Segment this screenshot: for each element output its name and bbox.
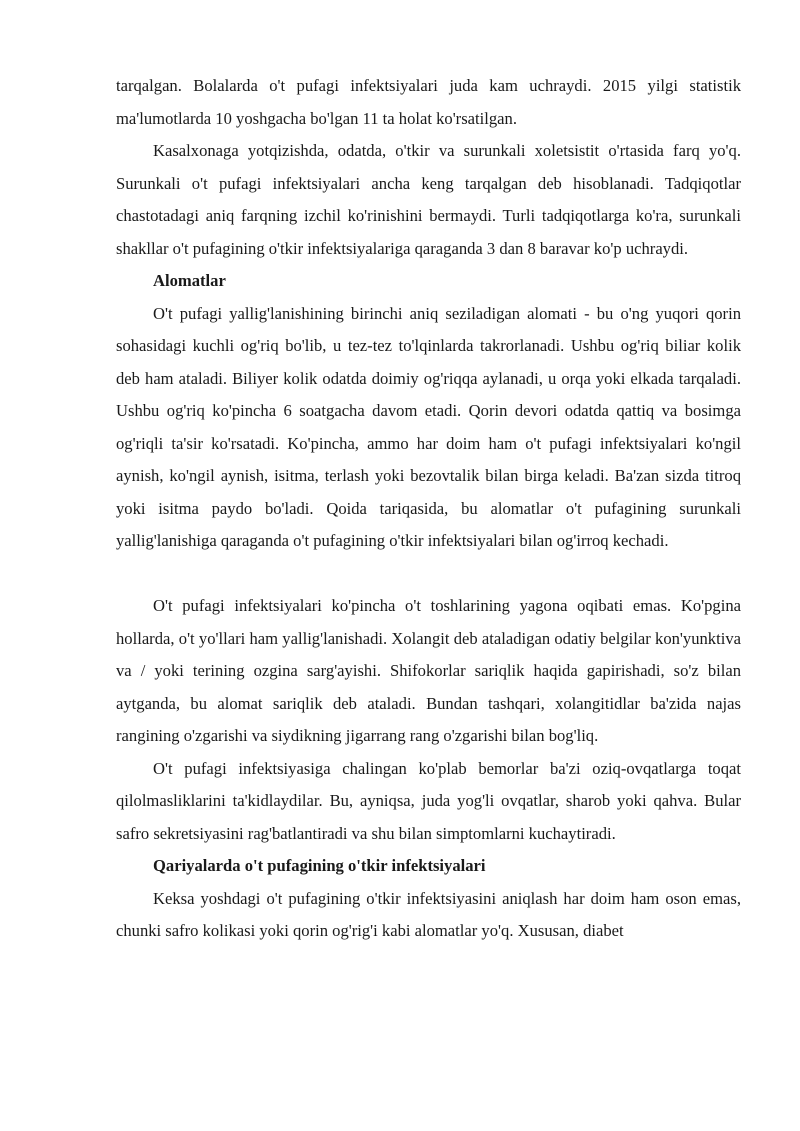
paragraph-elderly-diagnosis: Keksa yoshdagi o't pufagining o'tkir infektsiyasini aniqlash har doim ham oson emas, chunki safro kolikasi yoki qorin og'rig'i kabi alomatlar yo'q. Xususan, diabet [116, 888, 741, 940]
document-page [116, 70, 741, 948]
paragraph-biliary-colic: O't pufagi yallig'lanishining birinchi aniq seziladigan alomati - bu o'ng yuqori qorin sohasidagi kuchli og'riq bo'lib, u tez-tez to'lqinlarda takrorlanadi. Ushbu og'riq biliar kolik deb ham ataladi. Biliyer kolik odatda doimiy og'riqqa aylanadi, u orqa yoki elkada tarqaladi. Ushbu og'riq ko'pincha 6 soatgacha davom etadi. Qorin devori odatda qattiq va bosimga og'riqli ta'sir ko'rsatadi. Ko'pincha, ammo har doim ham o't pufagi infektsiyalari ko'ngil aynish, ko'ngil aynish, isitma, terlash yoki bezovtalik bilan birga keladi. Ba'zan sizda titroq yoki isitma paydo bo'ladi. Qoida tariqasida, bu alomatlar o't pufagining surunkali yallig'lanishiga qaraganda o't pufagining o'tkir infektsiyalari bilan og'irroq kechadi. [116, 303, 741, 550]
heading-elderly-acute-infections: Qariyalarda o't pufagining o'tkir infektsiyalari [153, 856, 486, 875]
blank-line [116, 558, 741, 591]
paragraph-food-intolerance: O't pufagi infektsiyasiga chalingan ko'plab bemorlar ba'zi oziq-ovqatlarga toqat qilolmasliklarini ta'kidlaydilar. Bu, ayniqsa, juda yog'li ovqatlar, sharob yoki qahva. Bular safro sekretsiyasini rag'batlantiradi va shu bilan simptomlarni kuchaytiradi. [116, 758, 741, 843]
heading-symptoms: Alomatlar [153, 271, 226, 290]
paragraph-prevalence-children: tarqalgan. Bolalarda o't pufagi infektsiyalari juda kam uchraydi. 2015 yilgi statistik ma'lumotlarda 10 yoshgacha bo'lgan 11 ta holat ko'rsatilgan. [116, 76, 741, 128]
paragraph-cholangitis: O't pufagi infektsiyalari ko'pincha o't toshlarining yagona oqibati emas. Ko'pgina hollarda, o't yo'llari ham yallig'lanishadi. Xolangit deb ataladigan odatiy belgilar kon'yunktiva va / yoki terining ozgina sarg'ayishi. Shifokorlar sariqlik haqida gapirishadi, so'z bilan aytganda, bu alomat sariqlik deb ataladi. Bundan tashqari, xolangitidlar ba'zida najas rangining o'zgarishi va siydikning jigarrang rang o'zgarishi bilan bog'liq. [116, 596, 741, 745]
paragraph-chronic-vs-acute: Kasalxonaga yotqizishda, odatda, o'tkir va surunkali xoletsistit o'rtasida farq yo'q. Surunkali o't pufagi infektsiyalari ancha keng tarqalgan deb hisoblanadi. Tadqiqotlar chastotadagi aniq farqning izchil ko'rinishini bermaydi. Turli tadqiqotlarga ko'ra, surunkali shakllar o't pufagining o'tkir infektsiyalariga qaraganda 3 dan 8 baravar ko'p uchraydi. [116, 141, 741, 258]
